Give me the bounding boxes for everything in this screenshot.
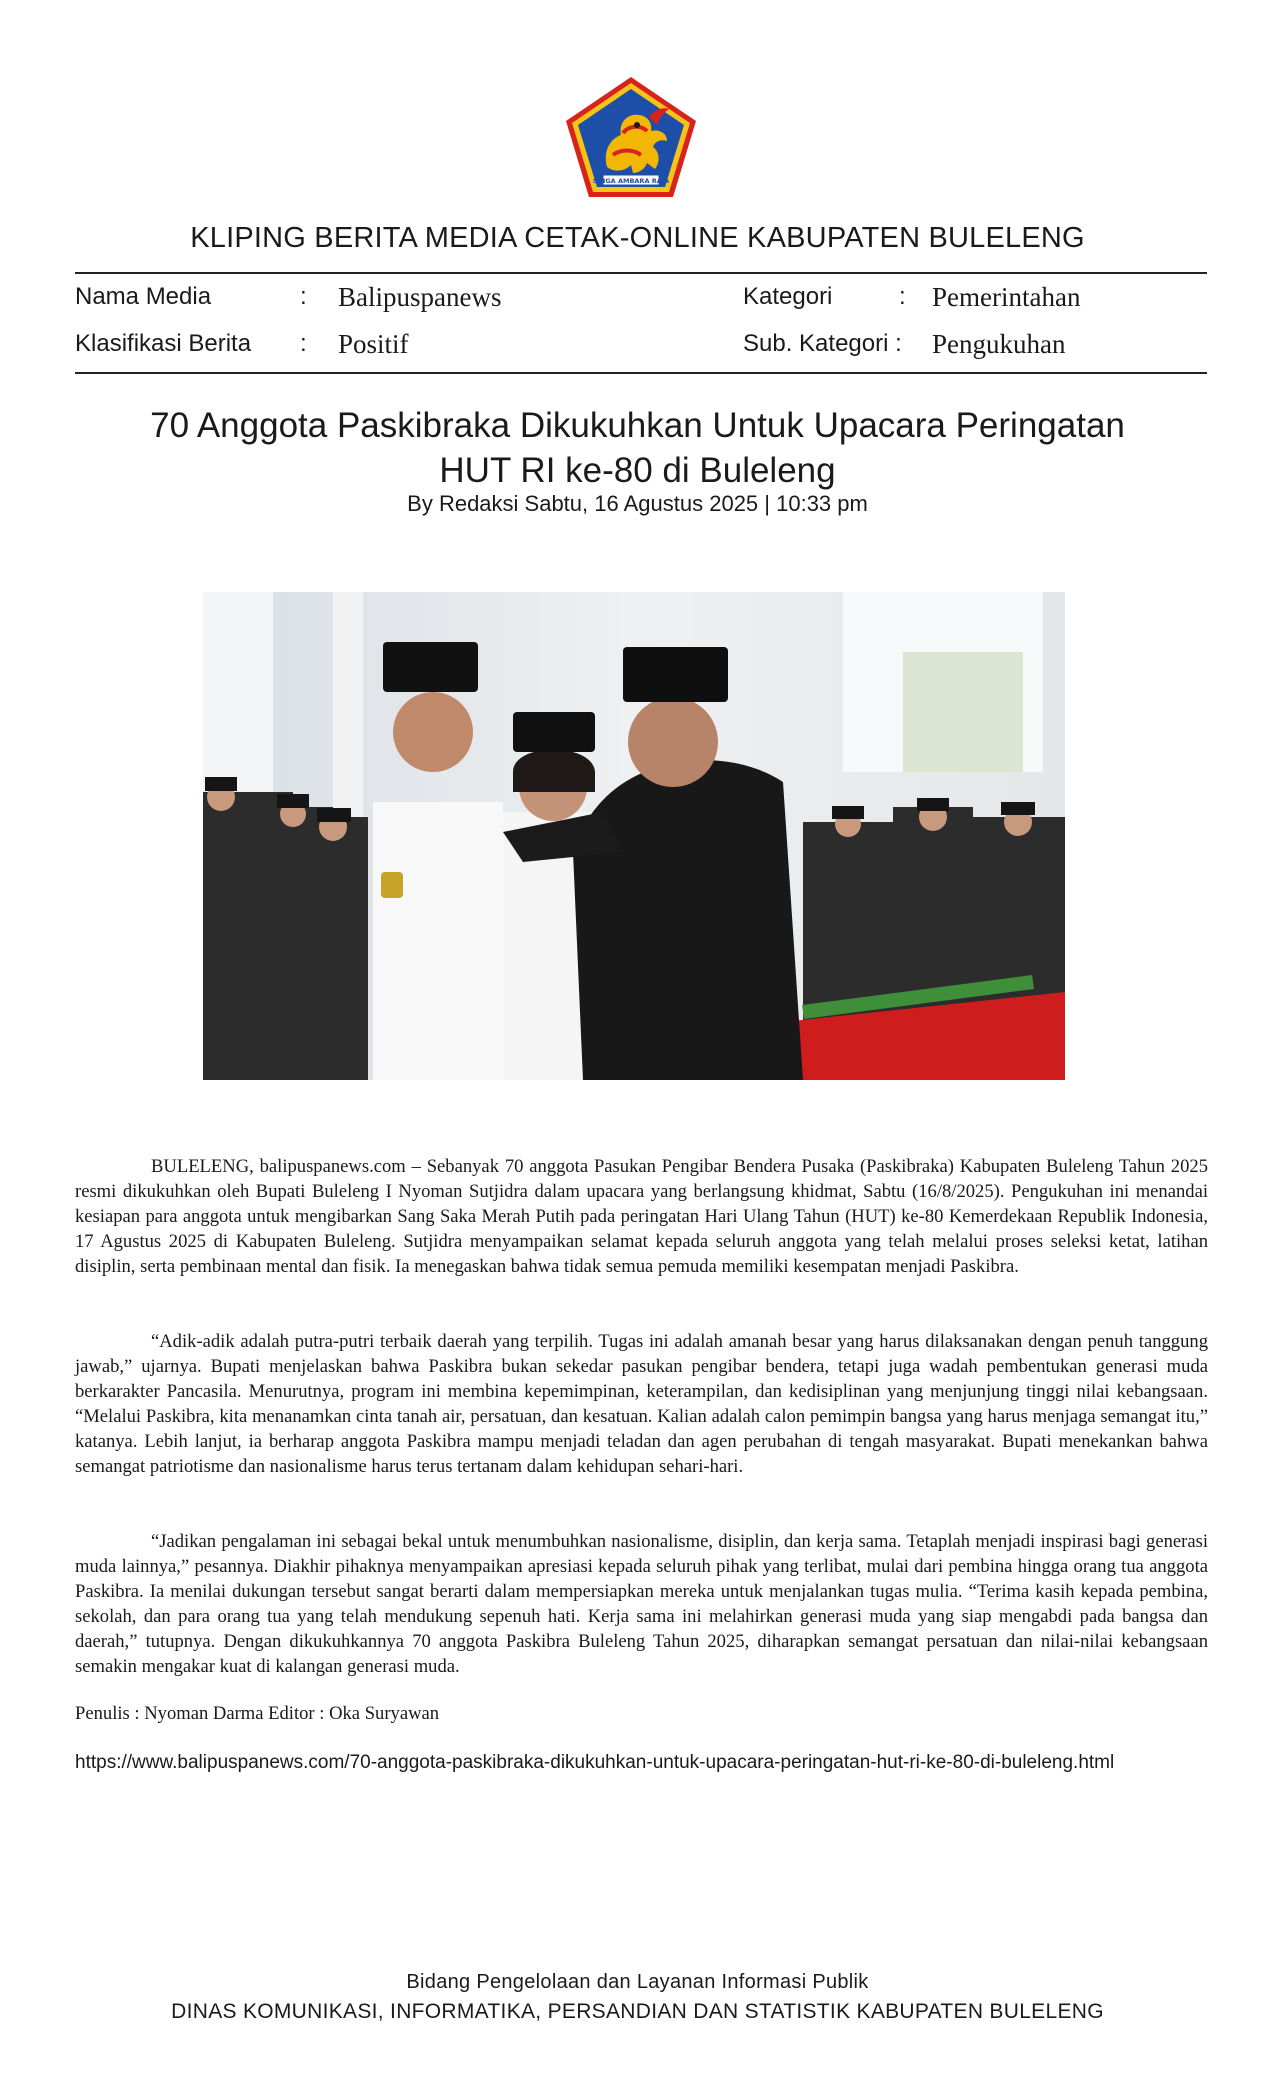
article-headline: [75, 403, 1200, 493]
article-paragraph-2: “Adik-adik adalah putra-putri terbaik daerah yang terpilih. Tugas ini adalah amanah besar yang harus dilaksanakan dengan penuh tanggung jawab,” ujarnya. Bupati menjelaskan bahwa Paskibra bukan sekedar pasukan pengibar bendera, tetapi juga wadah pembentukan generasi muda berkarakter Pancasila. Menurutnya, program ini membina kepemimpinan, keterampilan, dan kedisiplinan yang menjunjung tinggi nilai kebangsaan. “Melalui Paskibra, kita menanamkan cinta tanah air, persatuan, dan kesatuan. Kalian adalah calon pemimpin bangsa yang harus menjaga semangat itu,” katanya. Lebih lanjut, ia berharap anggota Paskibra mampu menjadi teladan dan agen perubahan di tengah masyarakat. Bupati menekankan bahwa semangat patriotisme dan nasionalisme harus terus tertanam dalam kehidupan sehari-hari.: [75, 1331, 1208, 1477]
subcategory-label: Sub. Kategori :: [743, 330, 902, 357]
footer-agency-name: DINAS KOMUNIKASI, INFORMATIKA, PERSANDIAN DAN STATISTIK KABUPATEN BULELENG: [171, 2000, 1104, 2023]
category-value: Pemerintahan: [932, 282, 1081, 312]
media-name-colon: :: [300, 283, 307, 310]
news-classification-label: Klasifikasi Berita: [75, 330, 252, 357]
news-classification-value: Positif: [338, 329, 409, 359]
category-colon: :: [899, 283, 906, 310]
article-photo: [203, 592, 1065, 1080]
headline-line-1: 70 Anggota Paskibraka Dikukuhkan Untuk Upacara Peringatan: [150, 406, 1125, 445]
article-paragraph-1: BULELENG, balipuspanews.com – Sebanyak 70 anggota Pasukan Pengibar Bendera Pusaka (Paskibraka) Kabupaten Buleleng Tahun 2025 resmi dikukuhkan oleh Bupati Buleleng I Nyoman Sutjidra dalam upacara yang berlangsung khidmat, Sabtu (16/8/2025). Pengukuhan ini menandai kesiapan para anggota untuk mengibarkan Sang Saka Merah Putih pada peringatan Hari Ulang Tahun (HUT) ke-80 Kemerdekaan Republik Indonesia, 17 Agustus 2025 di Kabupaten Buleleng. Sutjidra menyampaikan selamat kepada seluruh anggota yang telah melalui proses seleksi ketat, latihan disiplin, serta pembinaan mental dan fisik. Ia menegaskan bahwa tidak semua pemuda memiliki kesempatan menjadi Paskibra.: [75, 1156, 1208, 1277]
source-url-link[interactable]: https://www.balipuspanews.com/70-anggota-paskibraka-dikukuhkan-untuk-upacara-peringatan-hut-ri-ke-80-di-buleleng.html: [75, 1752, 1115, 1773]
article-paragraph-3: “Jadikan pengalaman ini sebagai bekal untuk menumbuhkan nasionalisme, disiplin, dan kerja sama. Tetaplah menjadi inspirasi bagi generasi muda lainnya,” pesannya. Diakhir pihaknya menyampaikan apresiasi kepada seluruh pihak yang terlibat, mulai dari pembina hingga orang tua anggota Paskibra. Ia menilai dukungan tersebut sangat berarti dalam mempersiapkan mereka untuk menjalankan tugas mulia. “Terima kasih kepada pembina, sekolah, dan para orang tua yang telah mendukung sepenuh hati. Kerja sama ini melahirkan generasi muda yang siap mengabdi pada bangsa dan daerah,” tutupnya. Dengan dikukuhkannya 70 anggota Paskibra Buleleng Tahun 2025, diharapkan semangat persatuan dan nilai-nilai kebangsaan semakin mengakar kuat di kalangan generasi muda.: [75, 1531, 1208, 1677]
buleleng-regency-emblem-icon: [563, 75, 699, 201]
article-byline: By Redaksi Sabtu, 16 Agustus 2025 | 10:33 pm: [407, 491, 868, 516]
emblem-motto: SINGA AMBARA RAJA: [592, 177, 670, 185]
clipping-header-title: KLIPING BERITA MEDIA CETAK-ONLINE KABUPATEN BULELENG: [190, 222, 1085, 254]
subcategory-value: Pengukuhan: [932, 329, 1066, 359]
header-bottom-divider: [75, 372, 1207, 374]
header-top-divider: [75, 272, 1207, 274]
category-label: Kategori: [743, 283, 833, 310]
media-name-value: Balipuspanews: [338, 282, 502, 312]
article-credits: Penulis : Nyoman Darma Editor : Oka Suryawan: [75, 1703, 440, 1724]
media-name-label: Nama Media: [75, 283, 212, 310]
headline-line-2: HUT RI ke-80 di Buleleng: [439, 451, 836, 490]
footer-division-name: Bidang Pengelolaan dan Layanan Informasi Publik: [406, 1971, 869, 1993]
news-classification-colon: :: [300, 330, 307, 357]
